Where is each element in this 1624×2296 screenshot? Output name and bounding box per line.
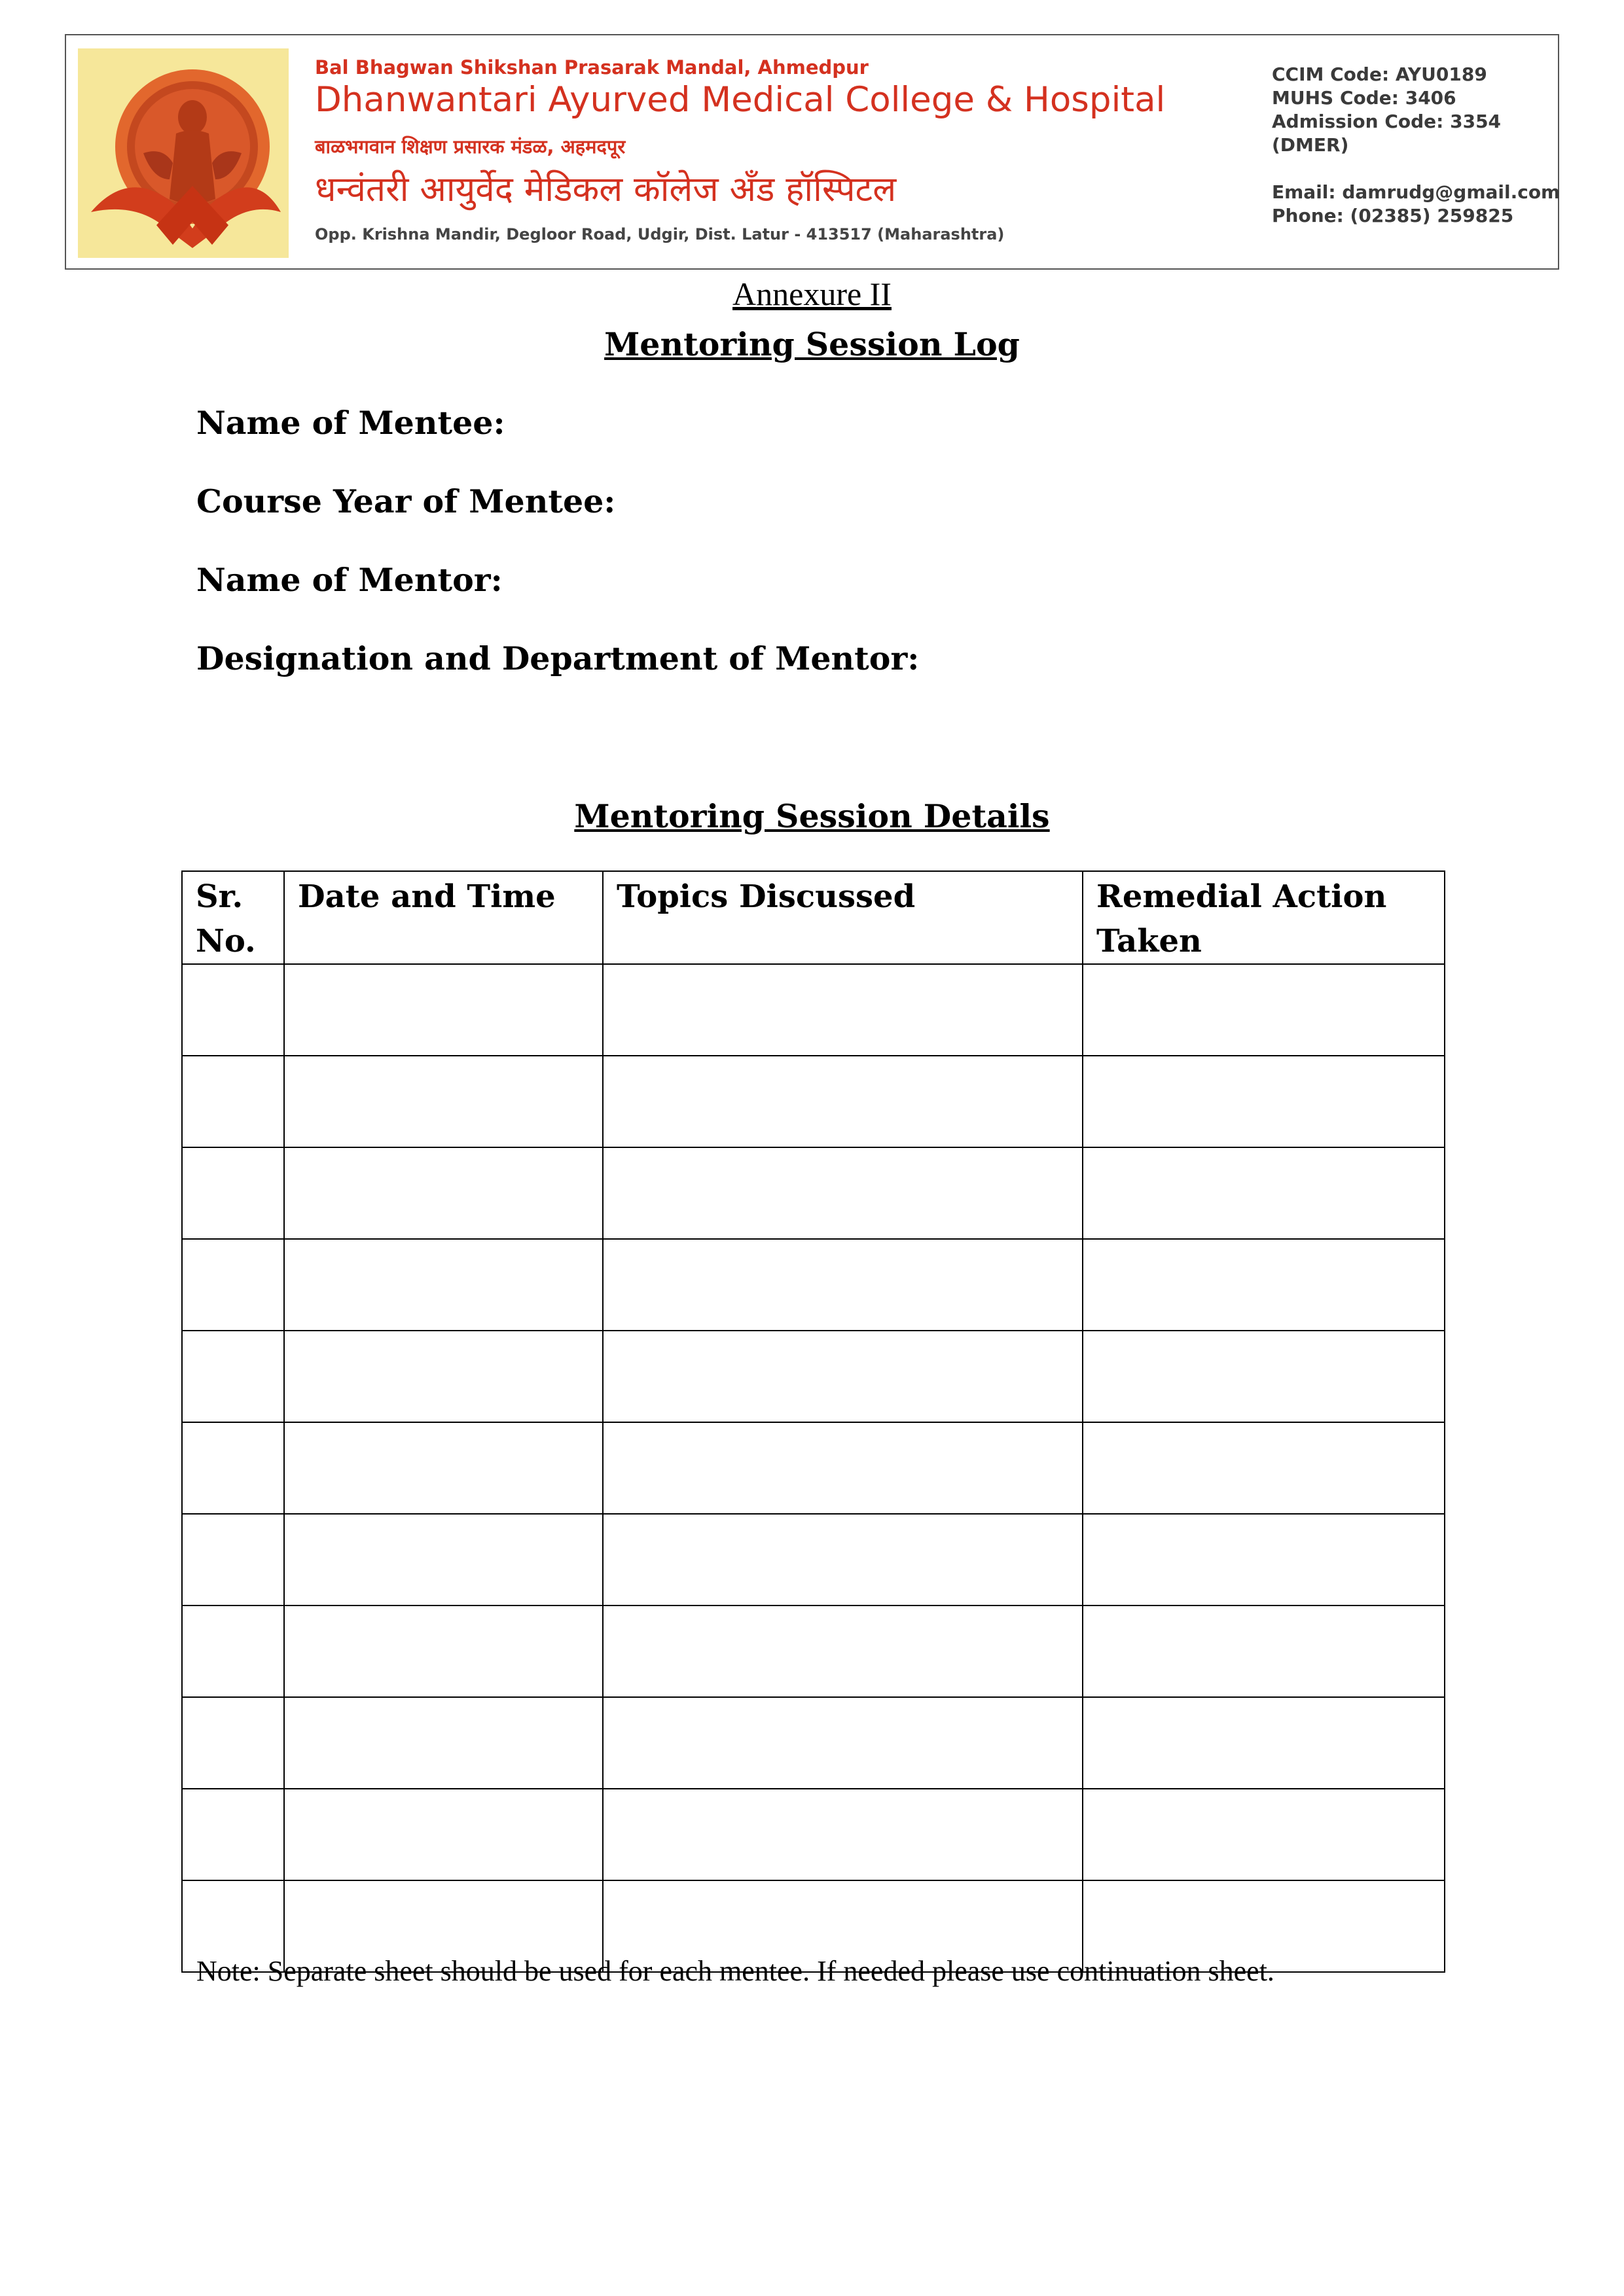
phone: Phone: (02385) 259825 xyxy=(1272,205,1514,226)
table-cell[interactable] xyxy=(603,1789,1083,1880)
table-row xyxy=(182,1422,1445,1514)
table-cell[interactable] xyxy=(603,964,1083,1056)
table-cell[interactable] xyxy=(182,1514,284,1605)
table-cell[interactable] xyxy=(284,1147,603,1239)
table-cell[interactable] xyxy=(284,964,603,1056)
table-cell[interactable] xyxy=(1083,1331,1445,1422)
society-name-marathi: बाळभगवान शिक्षण प्रसारक मंडळ, अहमदपूर xyxy=(315,135,626,158)
table-cell[interactable] xyxy=(1083,964,1445,1056)
table-cell[interactable] xyxy=(603,1239,1083,1331)
column-header: Remedial Action Taken xyxy=(1083,871,1445,964)
college-logo xyxy=(78,48,289,258)
table-row xyxy=(182,1239,1445,1331)
table-cell[interactable] xyxy=(284,1239,603,1331)
table-cell[interactable] xyxy=(603,1056,1083,1147)
table-row xyxy=(182,1605,1445,1697)
table-cell[interactable] xyxy=(182,1147,284,1239)
table-cell[interactable] xyxy=(182,1239,284,1331)
college-name-marathi: धन्वंतरी आयुर्वेद मेडिकल कॉलेज अँड हॉस्पिटल xyxy=(315,170,897,209)
table-cell[interactable] xyxy=(1083,1605,1445,1697)
course-year-field: Course Year of Mentee: xyxy=(196,482,616,520)
table-cell[interactable] xyxy=(182,1056,284,1147)
table-cell[interactable] xyxy=(182,1331,284,1422)
table-cell[interactable] xyxy=(1083,1514,1445,1605)
letterhead-codes xyxy=(1272,63,1560,228)
table-cell[interactable] xyxy=(182,1697,284,1789)
column-header: Sr. No. xyxy=(182,871,284,964)
table-cell[interactable] xyxy=(284,1697,603,1789)
table-cell[interactable] xyxy=(603,1147,1083,1239)
table-cell[interactable] xyxy=(1083,1697,1445,1789)
mentor-designation-field: Designation and Department of Mentor: xyxy=(196,639,920,677)
ccim-code: CCIM Code: AYU0189 xyxy=(1272,63,1487,85)
table-cell[interactable] xyxy=(603,1697,1083,1789)
table-cell[interactable] xyxy=(603,1514,1083,1605)
table-cell[interactable] xyxy=(182,1422,284,1514)
table-cell[interactable] xyxy=(284,1605,603,1697)
column-header: Date and Time xyxy=(284,871,603,964)
table-cell[interactable] xyxy=(603,1422,1083,1514)
table-cell[interactable] xyxy=(284,1422,603,1514)
table-row xyxy=(182,1331,1445,1422)
table-cell[interactable] xyxy=(1083,1422,1445,1514)
table-header-row xyxy=(182,871,1445,964)
college-name: Dhanwantari Ayurved Medical College & Hospital xyxy=(315,80,1166,120)
table-row xyxy=(182,964,1445,1056)
admission-code: Admission Code: 3354 xyxy=(1272,111,1502,132)
table-cell[interactable] xyxy=(284,1331,603,1422)
table-row xyxy=(182,1697,1445,1789)
session-table xyxy=(181,870,1445,1973)
table-cell[interactable] xyxy=(603,1331,1083,1422)
section-title: Mentoring Session Details xyxy=(574,797,1050,835)
table-body xyxy=(182,964,1445,1972)
society-name: Bal Bhagwan Shikshan Prasarak Mandal, Ahmedpur xyxy=(315,56,869,79)
document-title: Mentoring Session Log xyxy=(604,325,1020,363)
muhs-code: MUHS Code: 3406 xyxy=(1272,87,1456,109)
table-cell[interactable] xyxy=(284,1514,603,1605)
mentee-name-field: Name of Mentee: xyxy=(196,404,505,442)
annexure-label: Annexure II xyxy=(732,276,892,312)
table-cell[interactable] xyxy=(603,1605,1083,1697)
table-cell[interactable] xyxy=(1083,1789,1445,1880)
table-row xyxy=(182,1789,1445,1880)
college-address: Opp. Krishna Mandir, Degloor Road, Udgir, Dist. Latur - 413517 (Maharashtra) xyxy=(315,225,1005,243)
note: Note: Separate sheet should be used for each mentee. If needed please use continuation sheet. xyxy=(196,1955,1274,1987)
column-header: Topics Discussed xyxy=(603,871,1083,964)
table-cell[interactable] xyxy=(1083,1147,1445,1239)
table-cell[interactable] xyxy=(284,1056,603,1147)
mentor-name-field: Name of Mentor: xyxy=(196,561,503,599)
table-row xyxy=(182,1514,1445,1605)
email: Email: damrudg@gmail.com xyxy=(1272,181,1561,203)
letterhead xyxy=(65,34,1559,270)
table-cell[interactable] xyxy=(1083,1056,1445,1147)
table-row xyxy=(182,1056,1445,1147)
table-cell[interactable] xyxy=(182,964,284,1056)
table-cell[interactable] xyxy=(182,1605,284,1697)
table-cell[interactable] xyxy=(284,1789,603,1880)
table-cell[interactable] xyxy=(182,1789,284,1880)
table-cell[interactable] xyxy=(1083,1239,1445,1331)
dmer-label: (DMER) xyxy=(1272,134,1349,156)
table-row xyxy=(182,1147,1445,1239)
